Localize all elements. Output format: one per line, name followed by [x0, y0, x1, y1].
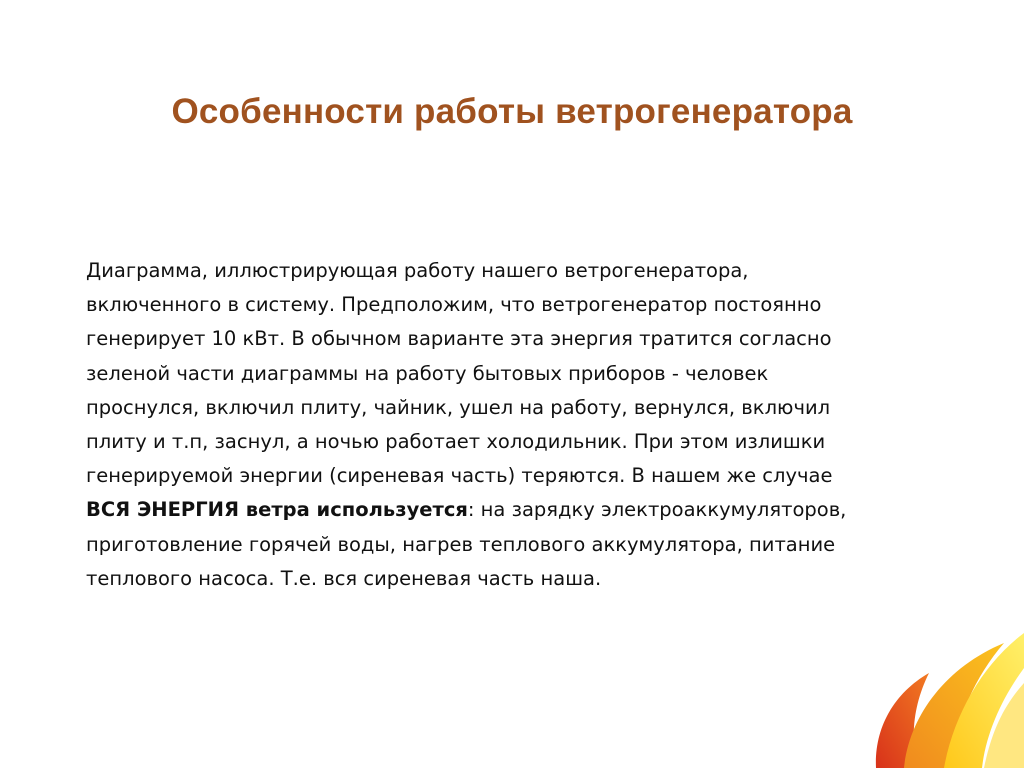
- flame-swirl-icon: [874, 608, 1024, 768]
- paragraph-line-3: генерирует 10 кВт. В обычном варианте эта энергия тратится согласно: [86, 327, 832, 351]
- paragraph-line-8-rest: : на зарядку электроаккумуляторов,: [467, 498, 847, 522]
- paragraph-line-7: генерируемой энергии (сиреневая часть) теряются. В нашем же случае: [86, 464, 833, 488]
- paragraph-line-6: плиту и т.п, заснул, а ночью работает холодильник. При этом излишки: [86, 430, 826, 454]
- slide-title: Особенности работы ветрогенератора: [171, 92, 853, 131]
- paragraph-line-1: Диаграмма, иллюстрирующая работу нашего ветрогенератора,: [86, 259, 749, 282]
- paragraph-line-10: теплового насоса. Т.е. вся сиреневая часть наша.: [86, 566, 602, 590]
- paragraph-line-4: зеленой части диаграммы на работу бытовых приборов - человек: [86, 361, 769, 385]
- paragraph-line-8: [86, 493, 966, 527]
- bold-emphasis: ВСЯ ЭНЕРГИЯ ветра используется: [86, 498, 468, 522]
- body-paragraph: [86, 254, 966, 596]
- paragraph-line-9: приготовление горячей воды, нагрев теплового аккумулятора, питание: [86, 532, 836, 556]
- paragraph-line-5: проснулся, включил плиту, чайник, ушел на работу, вернулся, включил: [86, 395, 831, 419]
- paragraph-line-2: включенного в систему. Предположим, что ветрогенератор постоянно: [86, 293, 822, 317]
